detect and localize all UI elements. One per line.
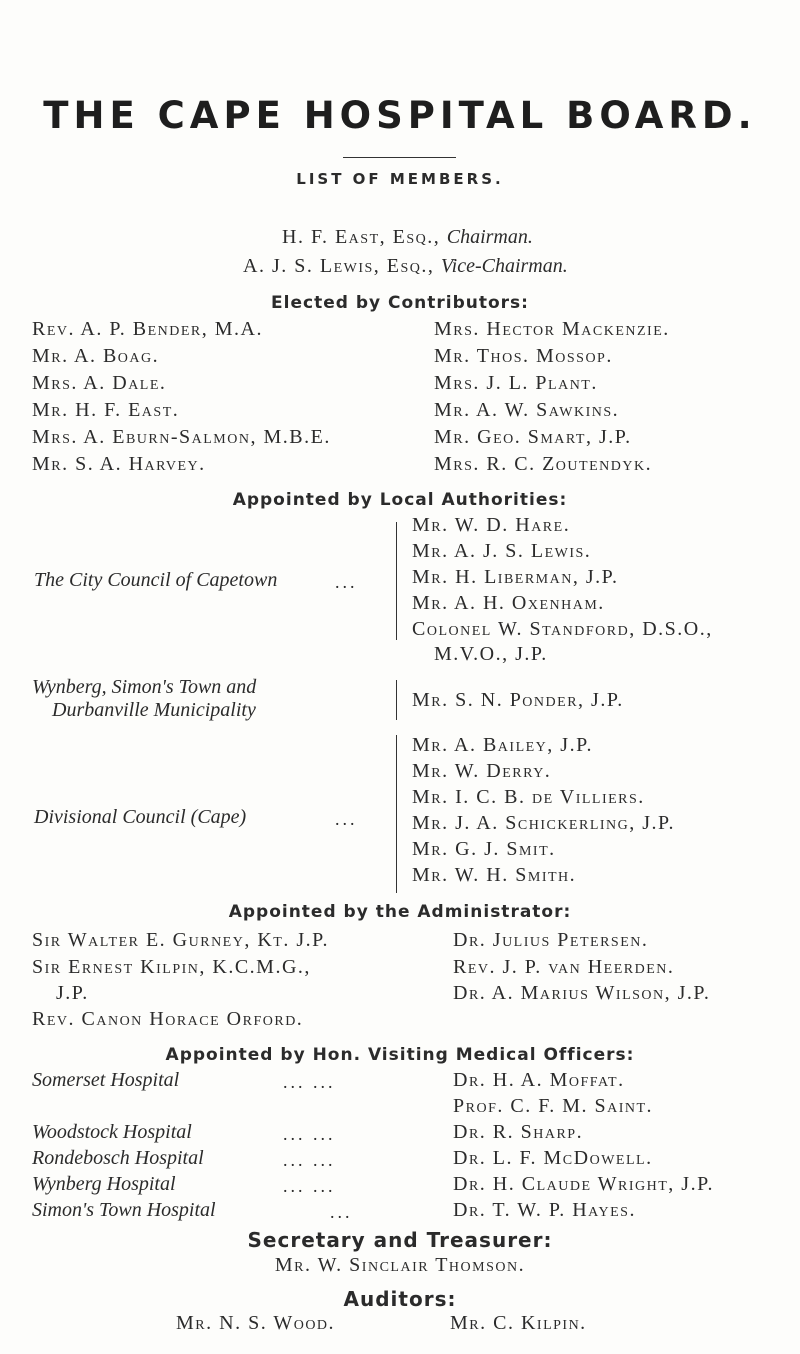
member-name: Sir Walter E. Gurney, Kt. J.P. [32, 929, 330, 951]
leader-dots: ... [335, 572, 358, 592]
member-name: Mrs. A. Dale. [32, 372, 167, 394]
chairman-line [282, 227, 533, 247]
officer-name: Dr. T. W. P. Hayes. [453, 1199, 636, 1221]
leader-dots: ... ... [283, 1150, 336, 1170]
member-name: Mr. Thos. Mossop. [434, 345, 613, 367]
vice-chairman-line [243, 256, 568, 276]
member-name: Mr. Geo. Smart, J.P. [434, 426, 632, 448]
member-name: Mr. H. Liberman, J.P. [412, 566, 619, 588]
group-bracket [396, 680, 403, 720]
hospital-name: Simon's Town Hospital [32, 1199, 216, 1221]
section-heading-contributors: Elected by Contributors: [271, 293, 529, 313]
auditor-name: Mr. C. Kilpin. [450, 1312, 587, 1334]
member-name: Mrs. A. Eburn-Salmon, M.B.E. [32, 426, 331, 448]
section-heading-medical-officers: Appointed by Hon. Visiting Medical Officers: [165, 1045, 635, 1065]
member-name: Mr. W. Derry. [412, 760, 552, 782]
hospital-name: Rondebosch Hospital [32, 1147, 204, 1169]
hospital-name: Wynberg Hospital [32, 1173, 176, 1195]
member-name: Mrs. J. L. Plant. [434, 372, 598, 394]
officer-name: Prof. C. F. M. Saint. [453, 1095, 654, 1117]
leader-dots: ... ... [283, 1124, 336, 1144]
auditor-name: Mr. N. S. Wood. [176, 1312, 336, 1334]
member-name: Mr. A. Bailey, J.P. [412, 734, 593, 756]
member-name: M.V.O., J.P. [434, 643, 548, 665]
officer-role: Vice-Chairman. [440, 255, 568, 277]
authority-label-wynberg: Wynberg, Simon's Town and [32, 676, 257, 698]
member-name: Mr. J. A. Schickerling, J.P. [412, 812, 675, 834]
authority-label-divisional: Divisional Council (Cape) [34, 806, 247, 828]
officer-name: A. J. S. Lewis, Esq., [243, 255, 435, 277]
member-name: Rev. Canon Horace Orford. [32, 1008, 304, 1030]
member-name: Mr. G. J. Smit. [412, 838, 556, 860]
member-name: Colonel W. Standford, D.S.O., [412, 618, 713, 640]
member-name: Rev. J. P. van Heerden. [453, 956, 675, 978]
member-name: Rev. A. P. Bender, M.A. [32, 318, 263, 340]
officer-name: Dr. H. A. Moffat. [453, 1069, 625, 1091]
member-name: J.P. [56, 982, 89, 1004]
member-name: Mr. S. A. Harvey. [32, 453, 206, 475]
member-name: Mr. H. F. East. [32, 399, 180, 421]
member-name: Mr. I. C. B. de Villiers. [412, 786, 645, 808]
officer-name: Dr. L. F. McDowell. [453, 1147, 653, 1169]
hospital-name: Somerset Hospital [32, 1069, 180, 1091]
member-name: Mr. W. H. Smith. [412, 864, 577, 886]
authority-label-city: The City Council of Capetown [34, 569, 278, 591]
leader-dots: ... ... [283, 1176, 336, 1196]
page-title: THE CAPE HOSPITAL BOARD. [43, 94, 757, 137]
member-name: Mrs. R. C. Zoutendyk. [434, 453, 653, 475]
officer-name: H. F. East, Esq., [282, 226, 441, 248]
member-name: Mr. A. W. Sawkins. [434, 399, 620, 421]
member-name: Mr. A. Boag. [32, 345, 160, 367]
member-name: Sir Ernest Kilpin, K.C.M.G., [32, 956, 311, 978]
officer-name: Dr. R. Sharp. [453, 1121, 584, 1143]
member-name: Mr. A. H. Oxenham. [412, 592, 605, 614]
page-subtitle: LIST OF MEMBERS. [296, 170, 504, 188]
leader-dots: ... [335, 809, 358, 829]
officer-name: Dr. H. Claude Wright, J.P. [453, 1173, 714, 1195]
officer-role: Chairman. [446, 226, 533, 248]
section-heading-local-authorities: Appointed by Local Authorities: [232, 490, 568, 510]
hospital-name: Woodstock Hospital [32, 1121, 192, 1143]
member-name: Mr. W. D. Hare. [412, 514, 571, 536]
title-rule [343, 157, 456, 158]
group-bracket [396, 522, 403, 640]
secretary-name: Mr. W. Sinclair Thomson. [274, 1254, 526, 1276]
member-name: Dr. Julius Petersen. [453, 929, 649, 951]
member-name: Dr. A. Marius Wilson, J.P. [453, 982, 711, 1004]
section-heading-auditors: Auditors: [343, 1287, 457, 1311]
section-heading-administrator: Appointed by the Administrator: [228, 902, 572, 922]
member-name: Mr. S. N. Ponder, J.P. [412, 689, 624, 711]
leader-dots: ... ... [283, 1072, 336, 1092]
group-bracket [396, 735, 403, 893]
authority-label-wynberg-2: Durbanville Municipality [52, 699, 256, 721]
leader-dots: ... [330, 1202, 353, 1222]
section-heading-secretary: Secretary and Treasurer: [247, 1228, 553, 1252]
member-name: Mrs. Hector Mackenzie. [434, 318, 670, 340]
member-name: Mr. A. J. S. Lewis. [412, 540, 592, 562]
